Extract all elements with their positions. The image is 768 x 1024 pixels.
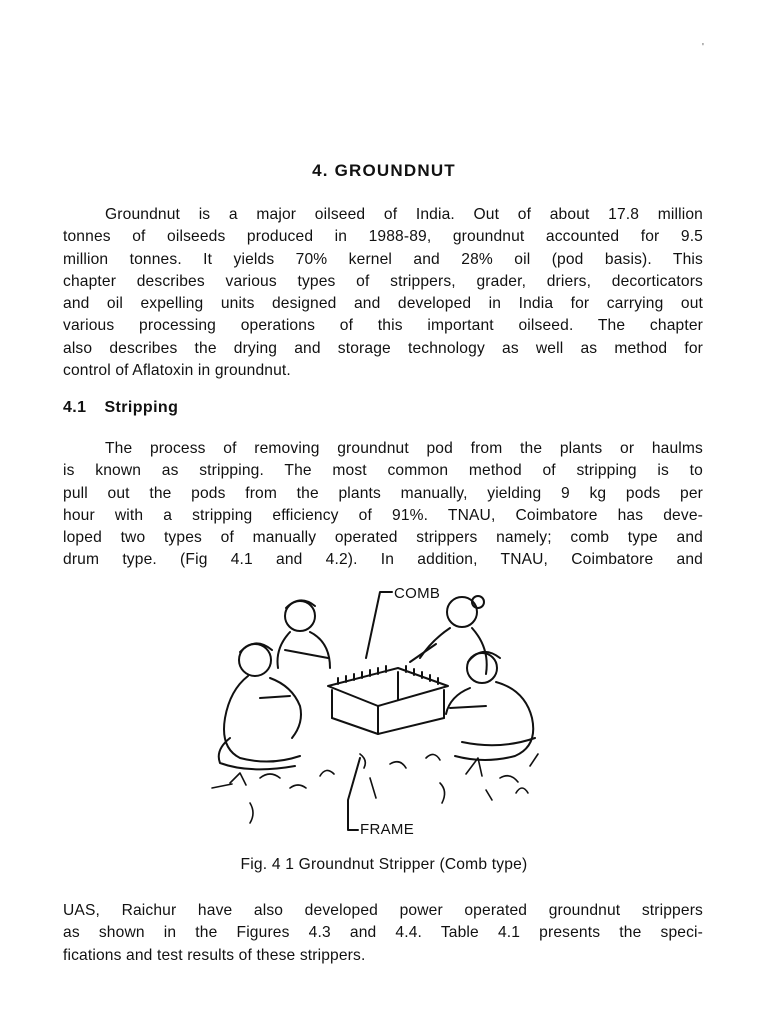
closing-line: fications and test results of these strippers.: [63, 946, 366, 964]
intro-line: million tonnes. It yields 70% kernel and 28% oil (pod basis). This: [63, 250, 703, 268]
stripping-paragraph: [63, 438, 703, 572]
intro-line: various processing operations of this important oilseed. The chapter: [63, 317, 703, 335]
stripping-line: pull out the pods from the plants manually, yielding 9 kg pods per: [63, 484, 703, 502]
comb-label: COMB: [394, 585, 441, 602]
stripping-line: The process of removing groundnut pod from the plants or haulms: [105, 440, 703, 457]
groundnut-stripper-illustration: [200, 578, 560, 846]
intro-line: control of Aflatoxin in groundnut.: [63, 362, 291, 380]
stripping-line: hour with a stripping efficiency of 91%. TNAU, Coimbatore has deve-: [63, 506, 703, 524]
stripping-line: is known as stripping. The most common method of stripping is to: [63, 462, 703, 480]
section-number: 4.1: [63, 399, 87, 416]
person-back-right: [410, 596, 487, 674]
stripper-drawing: [200, 578, 560, 846]
person-front-left: [219, 643, 301, 769]
intro-line: and oil expelling units designed and developed in India for carrying out: [63, 295, 703, 313]
frame-label: FRAME: [360, 821, 414, 838]
comb-frame: [328, 666, 448, 734]
section-heading: [63, 399, 178, 417]
stripping-line: drum type. (Fig 4.1 and 4.2). In addition, TNAU, Coimbatore and: [63, 551, 703, 569]
intro-line: chapter describes various types of strippers, grader, driers, decorticators: [63, 272, 703, 290]
person-back-left: [278, 600, 331, 668]
intro-paragraph: [63, 204, 703, 382]
closing-line: as shown in the Figures 4.3 and 4.4. Table 4.1 presents the speci-: [63, 924, 703, 942]
comb-leader-line: [366, 592, 392, 658]
frame-leader-line: [348, 758, 360, 830]
intro-line: also describes the drying and storage technology as well as method for: [63, 339, 703, 357]
intro-line: Groundnut is a major oilseed of India. Out of about 17.8 million: [105, 206, 703, 223]
page-mark: ': [702, 42, 704, 53]
closing-line: UAS, Raichur have also developed power operated groundnut strippers: [63, 902, 703, 919]
intro-line: tonnes of oilseeds produced in 1988-89, groundnut accounted for 9.5: [63, 228, 703, 246]
stripping-line: loped two types of manually operated strippers namely; comb type and: [63, 529, 703, 547]
chapter-title: 4. GROUNDNUT: [312, 161, 456, 180]
figure-caption: Fig. 4 1 Groundnut Stripper (Comb type): [240, 856, 528, 873]
person-front-right: [446, 652, 535, 760]
section-title: Stripping: [104, 399, 179, 416]
scattered-pods: [212, 754, 538, 823]
closing-paragraph: [63, 900, 703, 967]
